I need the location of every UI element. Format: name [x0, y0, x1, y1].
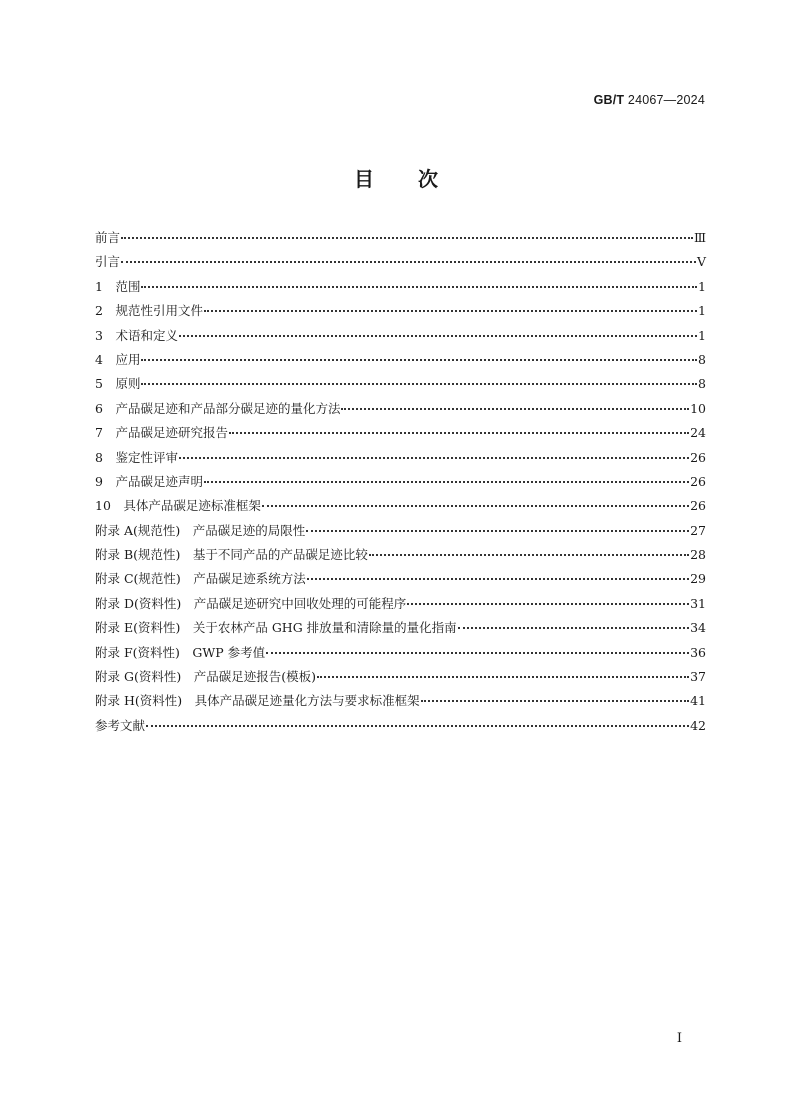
toc-entry[interactable] [95, 275, 706, 299]
toc-entry[interactable] [95, 543, 706, 567]
toc-entry-page: 31 [690, 595, 706, 611]
toc-leader [317, 676, 689, 678]
toc-entry-page: 29 [690, 571, 706, 587]
toc-leader [121, 237, 693, 239]
toc-entry-page: 41 [690, 693, 706, 709]
toc-entry[interactable] [95, 641, 706, 665]
page-title [0, 163, 792, 192]
toc-entry-label: 4 应用 [95, 351, 141, 367]
toc-entry-label: 参考文献 [95, 717, 146, 733]
toc-entry-page: 1 [698, 278, 706, 294]
toc-entry-page: 34 [690, 620, 706, 636]
toc-leader [179, 335, 697, 337]
toc-entry-label: 引言 [95, 254, 121, 270]
toc-leader [141, 286, 697, 288]
toc-entry-label: 5 原则 [95, 376, 141, 392]
toc-entry-page: 37 [690, 669, 706, 685]
toc-entry-page: 26 [690, 498, 706, 514]
toc-entry-label: 附录 H(资料性) 具体产品碳足迹量化方法与要求标准框架 [95, 693, 420, 709]
toc-leader [307, 578, 689, 580]
toc-entry-label: 6 产品碳足迹和产品部分碳足迹的量化方法 [95, 400, 341, 416]
toc-leader [146, 725, 689, 727]
toc-entry[interactable] [95, 372, 706, 396]
toc-leader [369, 554, 689, 556]
toc-leader [141, 383, 697, 385]
toc-entry-page: 8 [698, 351, 706, 367]
toc-leader [121, 261, 696, 263]
toc-leader [141, 359, 697, 361]
page-number: Ⅰ [676, 1031, 682, 1046]
toc-entry-label: 附录 F(资料性) GWP 参考值 [95, 644, 266, 660]
toc-entry-label: 2 规范性引用文件 [95, 303, 203, 319]
toc-entry-label: 1 范围 [95, 278, 141, 294]
toc-entry-page: 24 [690, 425, 706, 441]
toc-entry[interactable] [95, 397, 706, 421]
toc-entry[interactable] [95, 665, 706, 689]
toc-entry-page: 42 [690, 717, 706, 733]
toc-entry[interactable] [95, 470, 706, 494]
toc-leader [458, 627, 689, 629]
toc-entry-page: 10 [690, 400, 706, 416]
standard-code-prefix: GB/T [593, 93, 625, 107]
toc-entry-label: 附录 G(资料性) 产品碳足迹报告(模板) [95, 669, 316, 685]
toc-entry-label: 附录 A(规范性) 产品碳足迹的局限性 [95, 522, 306, 538]
toc-entry-page: 28 [690, 547, 706, 563]
toc-entry-page: Ⅲ [693, 230, 706, 245]
toc-leader [266, 652, 689, 654]
toc-entry-label: 附录 B(规范性) 基于不同产品的产品碳足迹比较 [95, 547, 368, 563]
toc-entry[interactable] [95, 494, 706, 518]
toc-entry[interactable] [95, 226, 706, 250]
toc-entry-page: 26 [690, 449, 706, 465]
toc-entry-label: 7 产品碳足迹研究报告 [95, 425, 228, 441]
toc-entry[interactable] [95, 299, 706, 323]
standard-code-number: 24067—2024 [627, 93, 705, 107]
toc-leader [407, 603, 689, 605]
toc-entry[interactable] [95, 592, 706, 616]
toc-entry[interactable] [95, 616, 706, 640]
toc-leader [204, 310, 697, 312]
toc-leader [262, 505, 689, 507]
toc-entry[interactable] [95, 348, 706, 372]
table-of-contents [95, 226, 706, 738]
toc-leader [341, 408, 689, 410]
toc-entry-label: 10 具体产品碳足迹标准框架 [95, 498, 261, 514]
toc-leader [204, 481, 689, 483]
toc-leader [306, 530, 689, 532]
toc-entry[interactable] [95, 567, 706, 591]
toc-entry-page: Ⅴ [696, 254, 706, 270]
toc-entry-label: 8 鉴定性评审 [95, 449, 178, 465]
toc-leader [421, 700, 689, 702]
toc-entry[interactable] [95, 714, 706, 738]
standard-code [594, 93, 705, 107]
toc-entry-label: 9 产品碳足迹声明 [95, 473, 203, 489]
toc-entry-page: 26 [690, 473, 706, 489]
toc-entry-label: 附录 D(资料性) 产品碳足迹研究中回收处理的可能程序 [95, 595, 407, 611]
toc-entry[interactable] [95, 519, 706, 543]
toc-entry-label: 附录 C(规范性) 产品碳足迹系统方法 [95, 571, 306, 587]
toc-entry[interactable] [95, 421, 706, 445]
toc-entry-label: 附录 E(资料性) 关于农林产品 GHG 排放量和清除量的量化指南 [95, 620, 457, 636]
toc-entry[interactable] [95, 689, 706, 713]
toc-entry-label: 前言 [95, 230, 121, 245]
toc-entry[interactable] [95, 446, 706, 470]
toc-entry-page: 1 [698, 303, 706, 319]
toc-leader [229, 432, 689, 434]
toc-entry[interactable] [95, 324, 706, 348]
toc-leader [179, 457, 689, 459]
toc-entry-page: 27 [690, 522, 706, 538]
toc-entry-page: 36 [690, 644, 706, 660]
toc-entry-label: 3 术语和定义 [95, 327, 178, 343]
page-title-char-2: 次 [418, 167, 438, 191]
toc-entry[interactable] [95, 250, 706, 274]
toc-entry-page: 1 [698, 327, 706, 343]
toc-entry-page: 8 [698, 376, 706, 392]
page-title-char-1: 目 [354, 167, 374, 191]
